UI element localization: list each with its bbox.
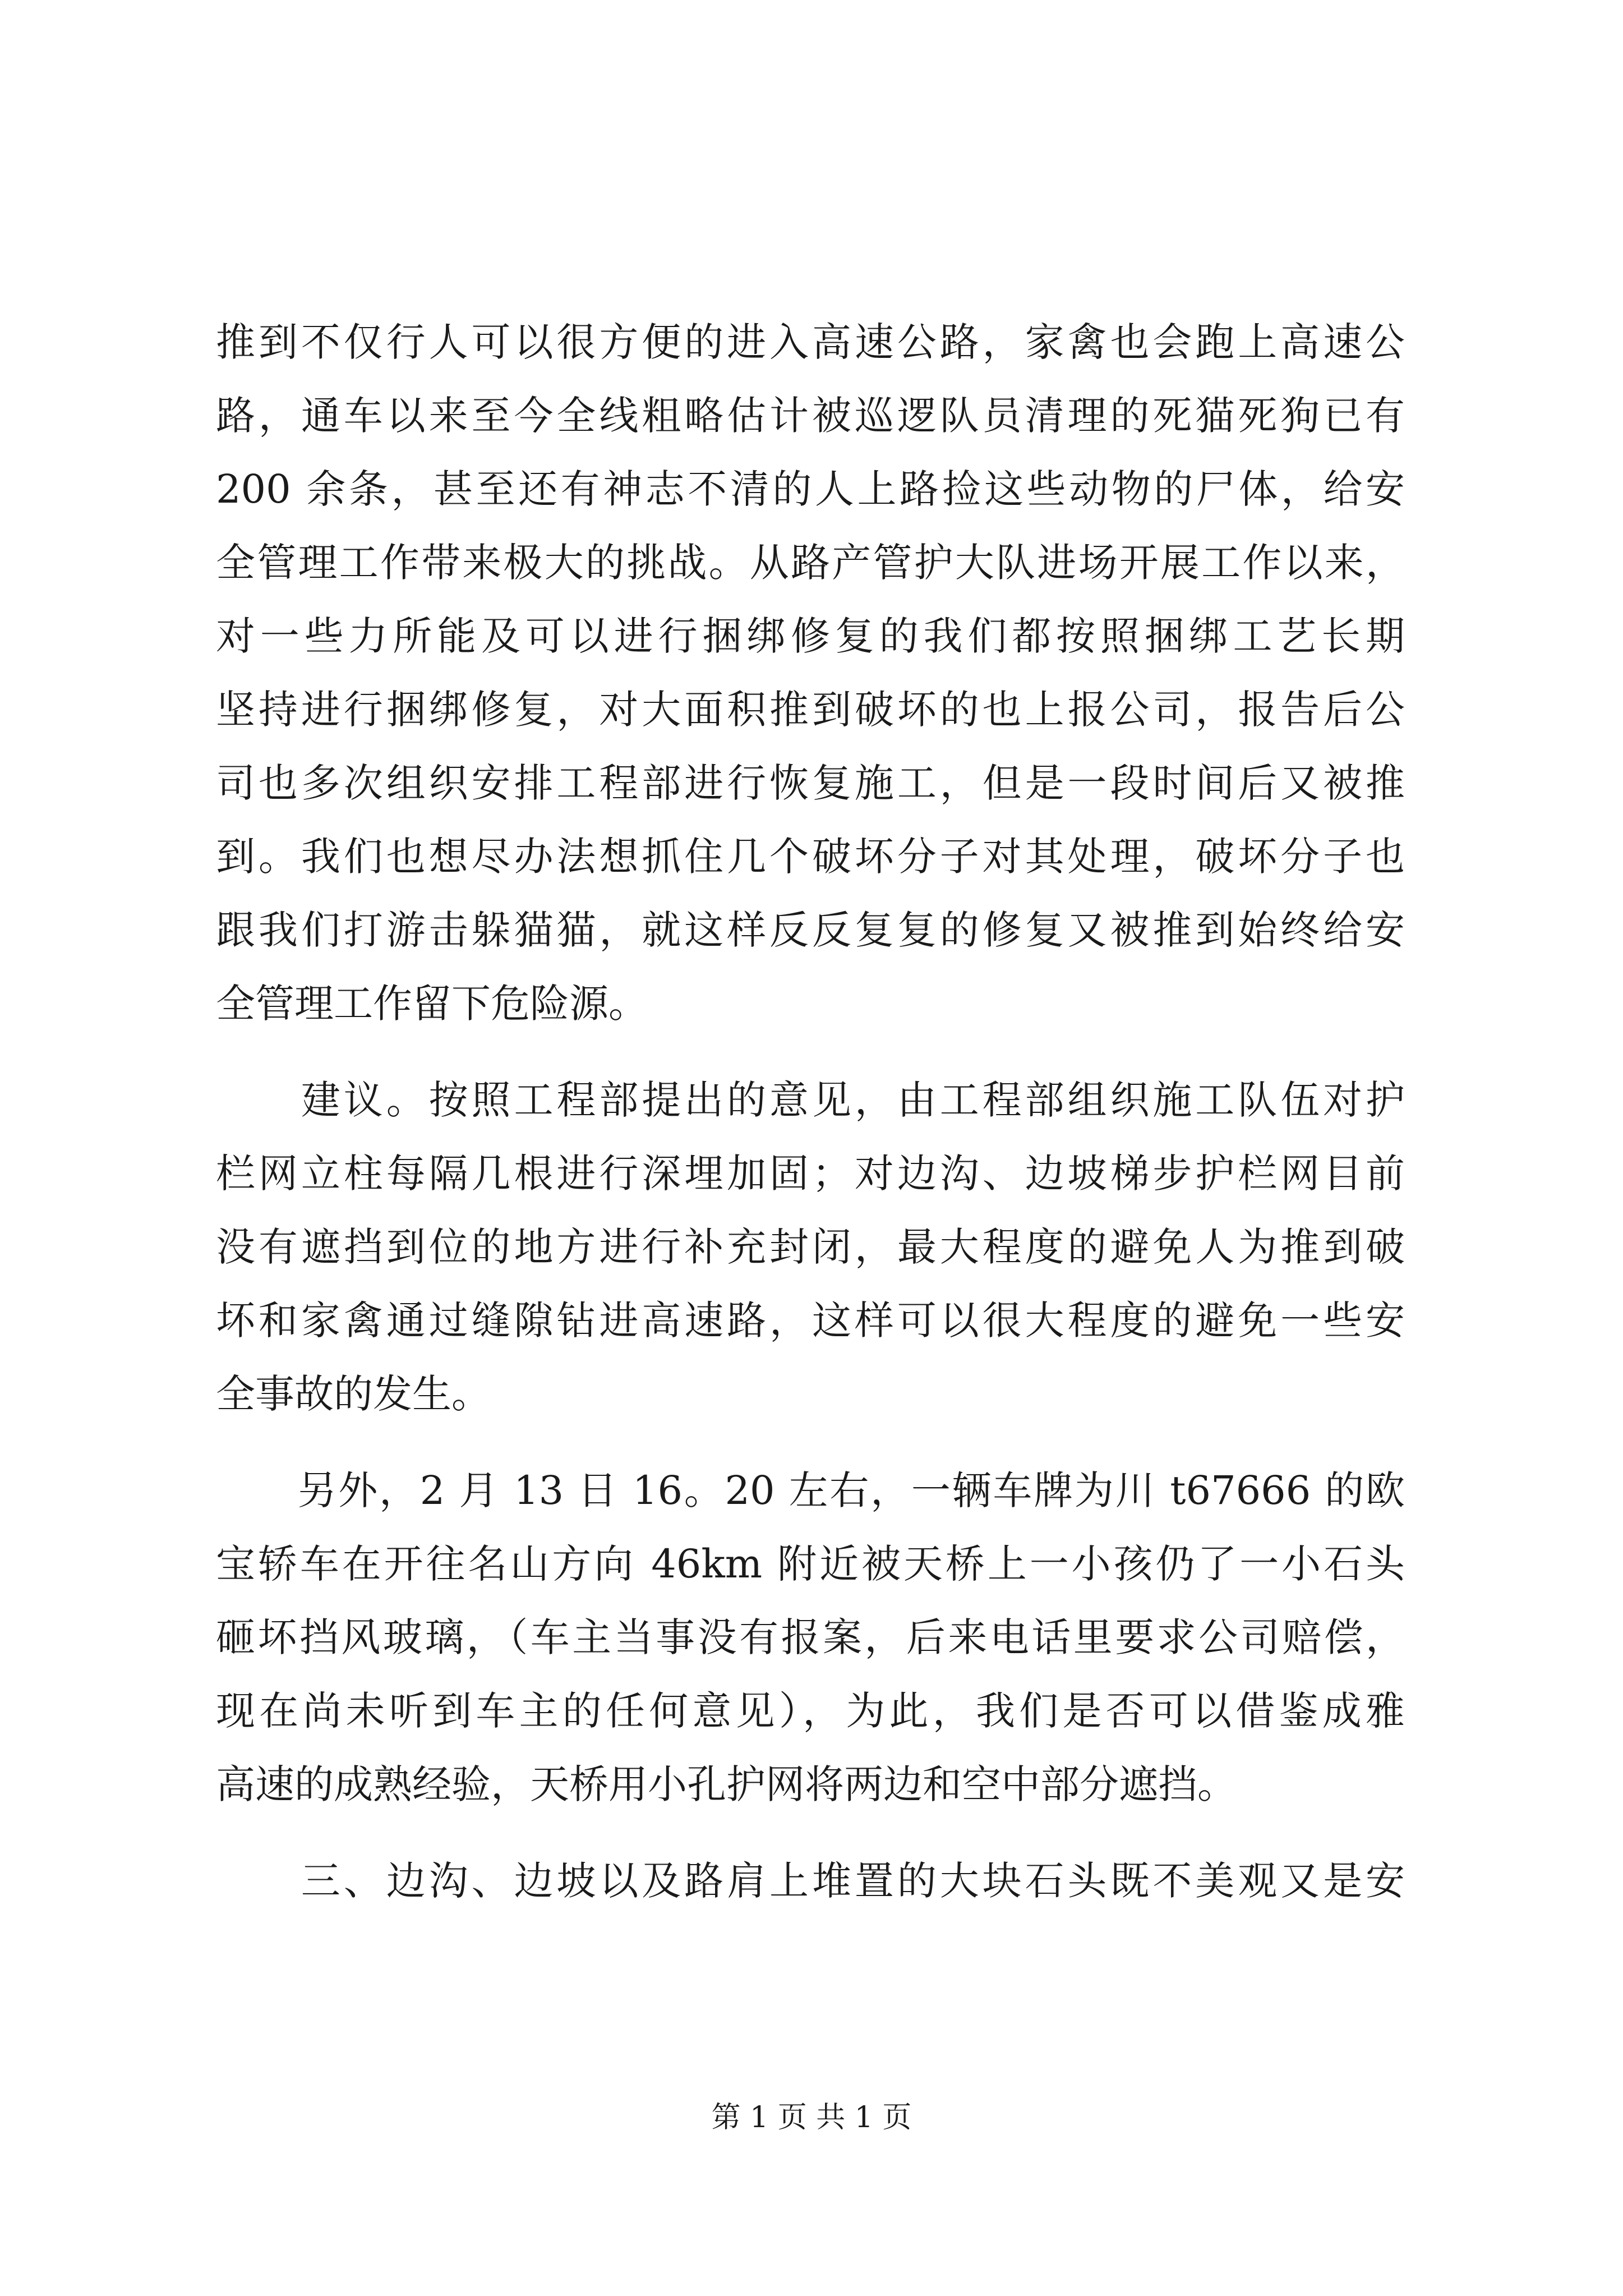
text-line: 三、边沟、边坡以及路肩上堆置的大块石头既不美观又是安 <box>216 1858 1405 1904</box>
text-line: 全管理工作留下危险源。 <box>216 981 648 1027</box>
paragraph-spacing <box>216 1041 1405 1064</box>
text-line: 另外，2 月 13 日 16。20 左右，一辆车牌为川 t67666 的欧 <box>216 1467 1405 1513</box>
page-footer <box>0 2098 1623 2137</box>
page-number: 第 1 页 共 1 页 <box>711 2101 912 2134</box>
text-line: 现在尚未听到车主的任何意见），为此，我们是否可以借鉴成雅 <box>216 1688 1405 1734</box>
paragraph-3 <box>216 1454 1405 1821</box>
text-line: 到。我们也想尽办法想抓住几个破坏分子对其处理，破坏分子也 <box>216 834 1405 880</box>
text-line: 宝轿车在开往名山方向 46km 附近被天桥上一小孩仍了一小石头 <box>216 1541 1405 1587</box>
paragraph-4 <box>216 1844 1405 1918</box>
text-line: 路，通车以来至今全线粗略估计被巡逻队员清理的死猫死狗已有 <box>216 393 1405 439</box>
text-line: 坚持进行捆绑修复，对大面积推到破坏的也上报公司，报告后公 <box>216 687 1405 733</box>
text-line: 坏和家禽通过缝隙钻进高速路，这样可以很大程度的避免一些安 <box>216 1297 1405 1343</box>
text-line: 推到不仅行人可以很方便的进入高速公路，家禽也会跑上高速公 <box>216 319 1405 365</box>
document-body <box>216 306 1405 1918</box>
text-line: 全管理工作带来极大的挑战。从路产管护大队进场开展工作以来， <box>216 540 1405 586</box>
text-line: 栏网立柱每隔几根进行深埋加固；对边沟、边坡梯步护栏网目前 <box>216 1151 1405 1197</box>
text-line: 建议。按照工程部提出的意见，由工程部组织施工队伍对护 <box>216 1077 1405 1123</box>
paragraph-spacing <box>216 1821 1405 1844</box>
text-line: 司也多次组织安排工程部进行恢复施工，但是一段时间后又被推 <box>216 760 1405 806</box>
paragraph-2 <box>216 1064 1405 1431</box>
paragraph-1 <box>216 306 1405 1041</box>
text-line: 跟我们打游击躲猫猫，就这样反反复复的修复又被推到始终给安 <box>216 907 1405 953</box>
paragraph-spacing <box>216 1431 1405 1454</box>
text-line: 砸坏挡风玻璃，（车主当事没有报案，后来电话里要求公司赔偿， <box>216 1614 1405 1660</box>
text-line: 对一些力所能及可以进行捆绑修复的我们都按照捆绑工艺长期 <box>216 613 1405 659</box>
text-line: 200 余条，甚至还有神志不清的人上路捡这些动物的尸体，给安 <box>216 466 1405 512</box>
text-line: 没有遮挡到位的地方进行补充封闭，最大程度的避免人为推到破 <box>216 1224 1405 1270</box>
text-line: 全事故的发生。 <box>216 1371 491 1417</box>
text-line: 高速的成熟经验，天桥用小孔护网将两边和空中部分遮挡。 <box>216 1761 1237 1807</box>
